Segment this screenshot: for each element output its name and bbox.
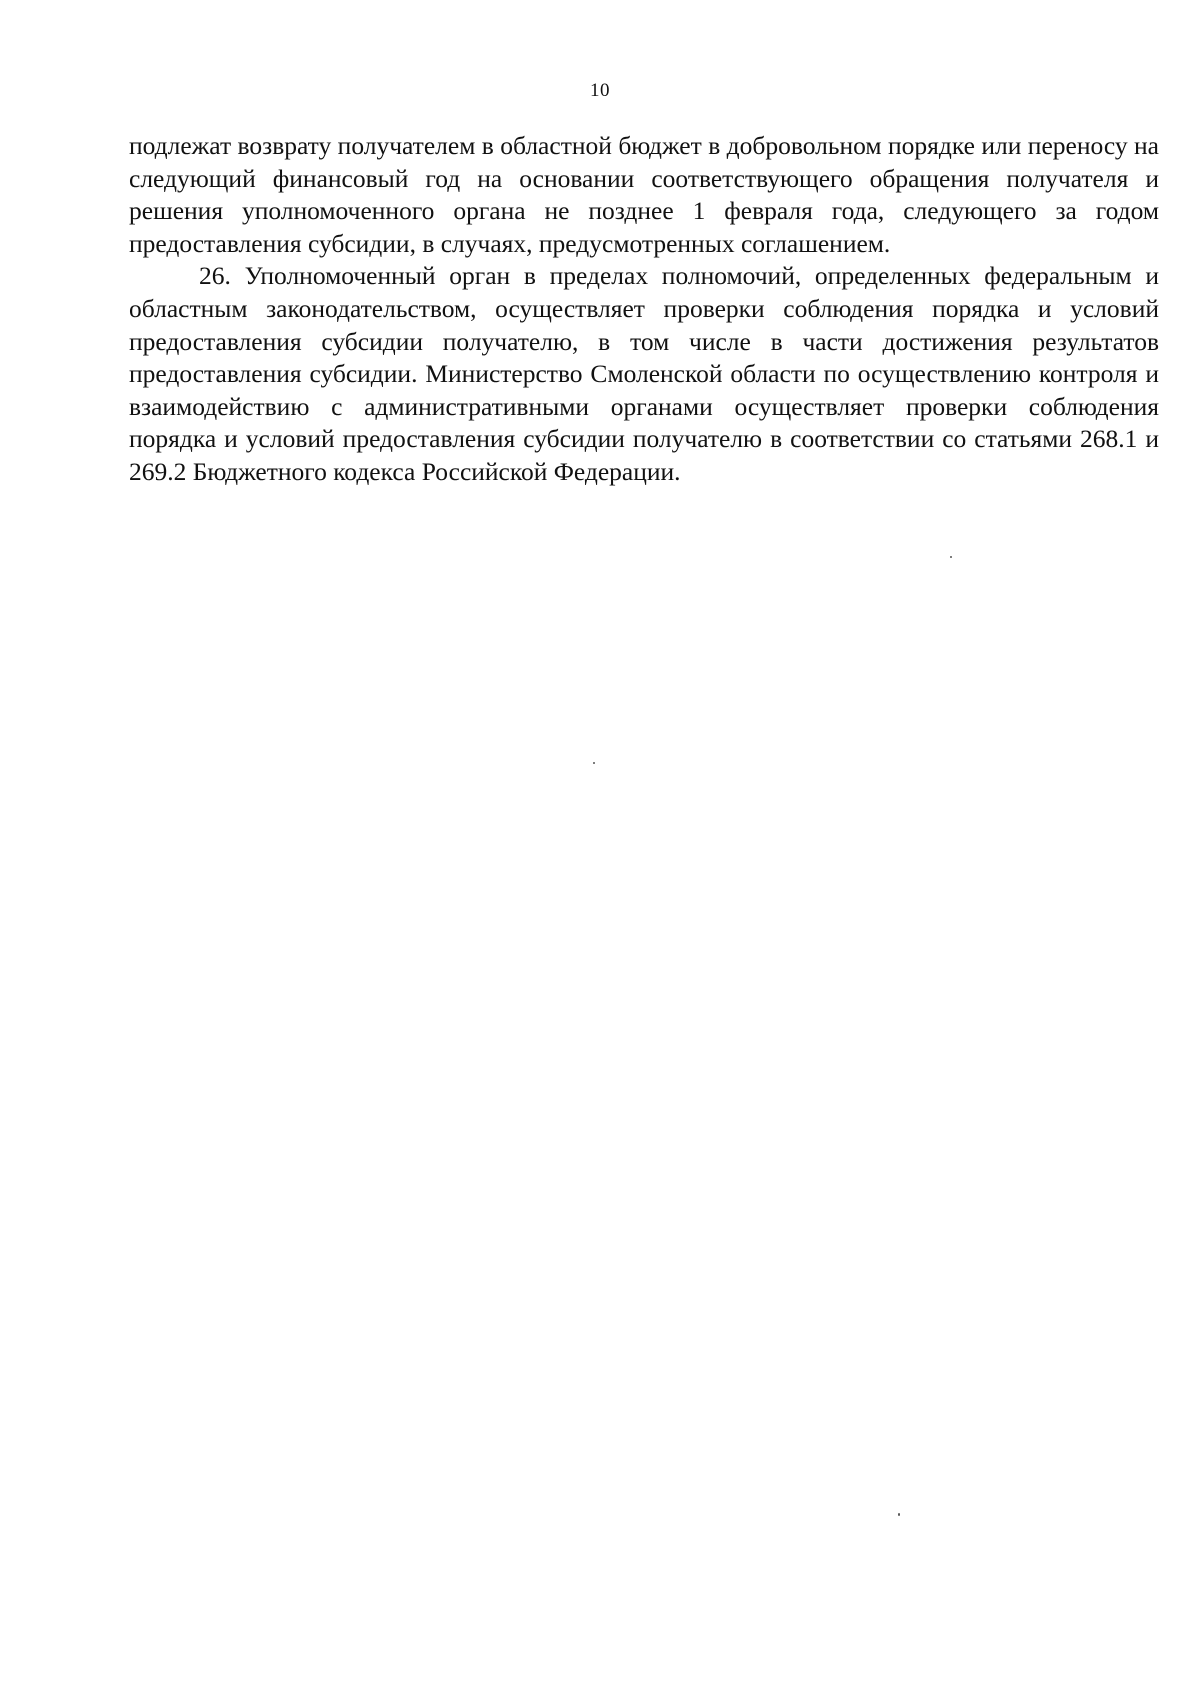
scan-speck: [898, 1513, 900, 1516]
scan-speck: [593, 762, 595, 764]
page-number: 10: [590, 80, 610, 101]
paragraph-continued: подлежат возврату получателем в областной бюджет в добровольном порядке или переносу на следующий финансовый год на основании соответствующего обращения получателя и решения уполномоченного органа не позднее 1 февраля года, следующего за годом предоставления субсидии, в случаях, предусмотренных соглашением.: [129, 131, 1159, 258]
scan-speck: [950, 556, 952, 558]
paragraph-26: 26. Уполномоченный орган в пределах полномочий, определенных федеральным и областным законодательством, осуществляет проверки соблюдения порядка и условий предоставления субсидии получателю, в том числе в части достижения результатов предоставления субсидии. Министерство Смоленской области по осуществлению контроля и взаимодействию с административными органами осуществляет проверки соблюдения порядка и условий предоставления субсидии получателю в соответствии со статьями 268.1 и 269.2 Бюджетного кодекса Российской Федерации.: [129, 261, 1159, 486]
document-body: [129, 130, 1159, 489]
